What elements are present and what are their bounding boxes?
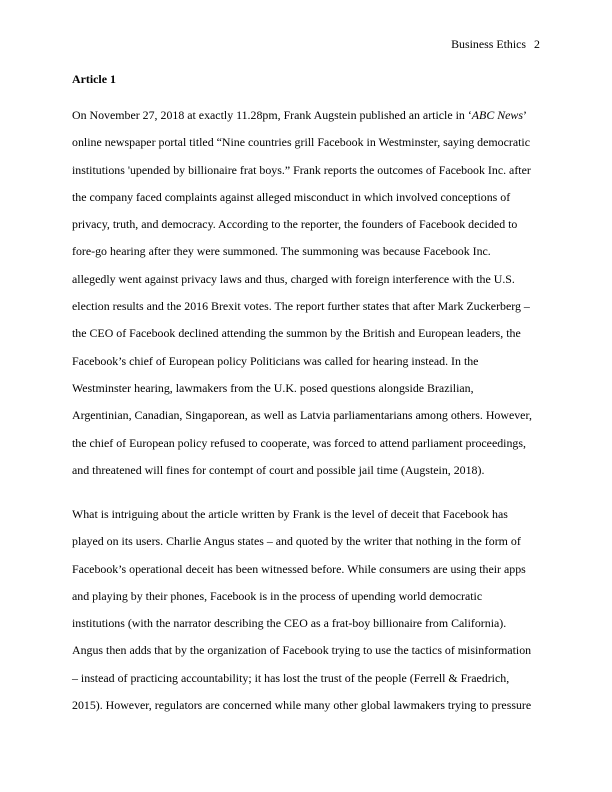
text-line: fore-go hearing after they were summoned. The summoning was because Facebook Inc. bbox=[72, 244, 491, 259]
running-head-title: Business Ethics bbox=[451, 37, 527, 51]
text-line: allegedly went against privacy laws and thus, charged with foreign interference with the U.S. bbox=[72, 271, 515, 286]
text-line: Angus then adds that by the organization of Facebook trying to use the tactics of misinformation bbox=[72, 643, 532, 658]
text-line: the company faced complaints against alleged misconduct in which involved conceptions of bbox=[72, 189, 511, 204]
text-line: What is intriguing about the article written by Frank is the level of deceit that Facebook has bbox=[72, 507, 508, 521]
article-heading: Article 1 bbox=[72, 72, 116, 86]
text-line: – instead of practicing accountability; it has lost the trust of the people (Ferrell & Fraedrich, bbox=[72, 670, 510, 685]
text-line: and threatened will fines for contempt of court and possible jail time (Augstein, 2018). bbox=[72, 462, 485, 477]
text-line: privacy, truth, and democracy. According to the reporter, the founders of Facebook decided to bbox=[72, 217, 518, 232]
text-line: Westminster hearing, lawmakers from the U.K. posed questions alongside Brazilian, bbox=[72, 380, 474, 395]
text-line: and playing by their phones, Facebook is in the process of upending world democratic bbox=[72, 588, 483, 603]
text-line: online newspaper portal titled “Nine countries grill Facebook in Westminster, saying democratic bbox=[72, 135, 530, 150]
text-line: played on its users. Charlie Angus states – and quoted by the writer that nothing in the form of bbox=[72, 534, 521, 549]
page-number: 2 bbox=[534, 37, 540, 51]
text-line: On November 27, 2018 at exactly 11.28pm, Frank Augstein published an article in ‘ABC News’ bbox=[72, 108, 527, 122]
text-line: 2015). However, regulators are concerned while many other global lawmakers trying to pressure bbox=[72, 698, 532, 713]
paragraph-2 bbox=[72, 501, 540, 719]
text-line: election results and the 2016 Brexit votes. The report further states that after Mark Zuckerberg – bbox=[72, 299, 530, 314]
text-line: Facebook’s operational deceit has been witnessed before. While consumers are using their apps bbox=[72, 561, 526, 576]
text-line: Facebook’s chief of European policy Politicians was called for hearing instead. In the bbox=[72, 353, 479, 368]
text-line: the CEO of Facebook declined attending the summon by the British and European leaders, the bbox=[72, 326, 521, 341]
text-line: institutions 'upended by billionaire frat boys.” Frank reports the outcomes of Facebook Inc. after bbox=[72, 162, 531, 177]
running-header bbox=[451, 37, 540, 52]
text-line: Argentinian, Canadian, Singaporean, as well as Latvia parliamentarians among others. However, bbox=[72, 408, 532, 423]
text-line: the chief of European policy refused to cooperate, was forced to attend parliament proceedings, bbox=[72, 435, 526, 450]
paragraph-1 bbox=[72, 102, 540, 484]
source-name: ABC News bbox=[471, 108, 523, 122]
text-line: institutions (with the narrator describing the CEO as a frat-boy billionaire from California). bbox=[72, 616, 507, 631]
